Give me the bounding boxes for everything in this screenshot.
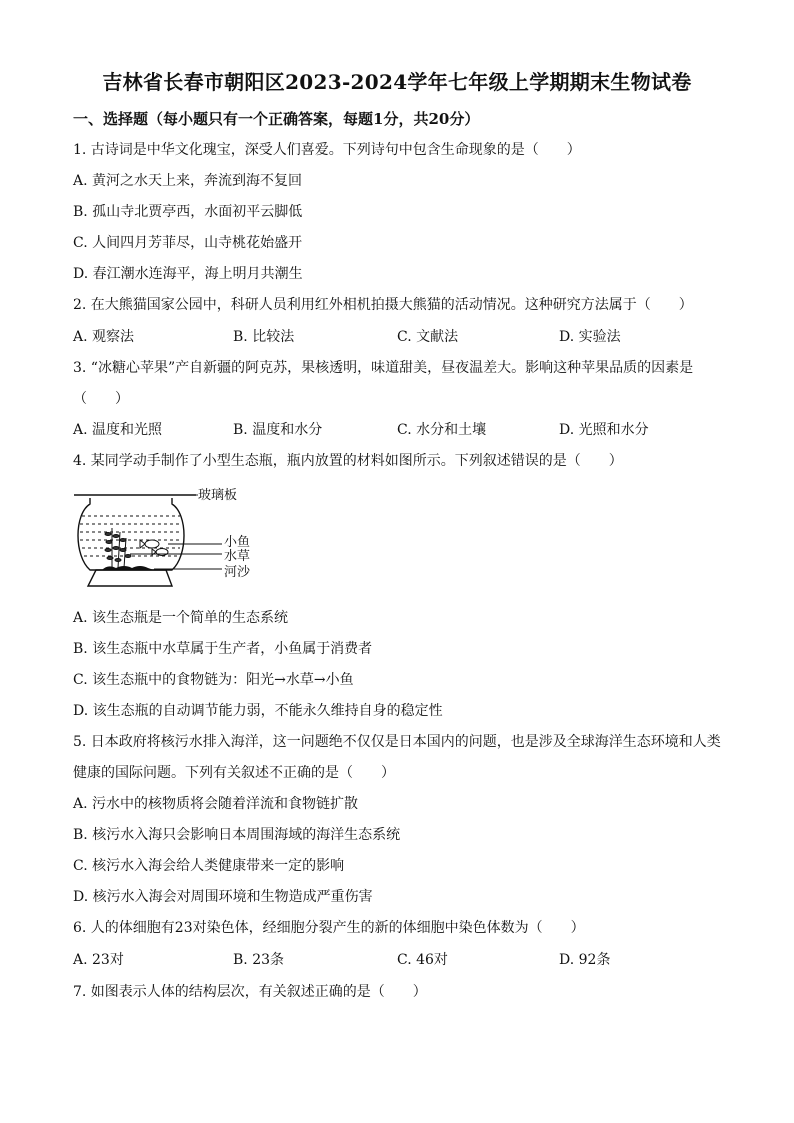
question-5-stem: 5. 日本政府将核污水排入海洋，这一问题绝不仅仅是日本国内的问题，也是涉及全球海洋生态环境和人类 <box>73 734 721 750</box>
question-6-option-a[interactable]: A. 23对 <box>73 952 124 968</box>
question-6-option-b[interactable]: B. 23条 <box>233 952 285 968</box>
question-5-option-a[interactable]: A. 污水中的核物质将会随着洋流和食物链扩散 <box>73 796 359 812</box>
section-heading: 一、选择题（每小题只有一个正确答案，每题1分，共20分） <box>73 110 480 128</box>
question-4-option-c[interactable]: C. 该生态瓶中的食物链为：阳光→水草→小鱼 <box>73 672 354 688</box>
question-3-option-b[interactable]: B. 温度和水分 <box>233 422 323 438</box>
label-glass-plate: 玻璃板 <box>198 488 238 503</box>
question-3-option-d[interactable]: D. 光照和水分 <box>559 422 649 438</box>
bottle-outline <box>78 498 184 570</box>
question-6-option-d[interactable]: D. 92条 <box>559 952 611 968</box>
question-2-option-a[interactable]: A. 观察法 <box>73 329 135 345</box>
label-small-fish: 小鱼 <box>224 535 251 550</box>
question-5-option-d[interactable]: D. 核污水入海会对周围环境和生物造成严重伤害 <box>73 889 373 905</box>
question-3-stem-continued: （ ） <box>73 391 129 407</box>
question-2-option-c[interactable]: C. 文献法 <box>397 329 459 345</box>
question-2-stem: 2. 在大熊猫国家公园中，科研人员利用红外相机拍摄大熊猫的活动情况。这种研究方法属于（ ） <box>73 297 693 313</box>
label-river-sand: 河沙 <box>224 565 251 580</box>
label-water-weed: 水草 <box>224 549 251 564</box>
question-1-option-b[interactable]: B. 孤山寺北贾亭西，水面初平云脚低 <box>73 204 303 220</box>
question-4-option-a[interactable]: A. 该生态瓶是一个简单的生态系统 <box>73 610 289 626</box>
question-3-stem: 3. “冰糖心苹果”产自新疆的阿克苏，果核透明，味道甜美，昼夜温差大。影响这种苹果品质的因素是 <box>73 360 694 376</box>
question-7-stem: 7. 如图表示人体的结构层次，有关叙述正确的是（ ） <box>73 984 427 1000</box>
ecosystem-bottle-diagram <box>68 484 268 594</box>
question-2-option-b[interactable]: B. 比较法 <box>233 329 295 345</box>
question-1-option-a[interactable]: A. 黄河之水天上来，奔流到海不复回 <box>73 173 303 189</box>
page-title: 吉林省长春市朝阳区2023-2024学年七年级上学期期末生物试卷 <box>102 70 692 94</box>
question-1-option-c[interactable]: C. 人间四月芳菲尽，山寺桃花始盛开 <box>73 235 303 251</box>
question-5-stem-continued: 健康的国际问题。下列有关叙述不正确的是（ ） <box>73 765 395 781</box>
question-1-stem: 1. 古诗词是中华文化瑰宝，深受人们喜爱。下列诗句中包含生命现象的是（ ） <box>73 142 581 158</box>
question-6-stem: 6. 人的体细胞有23对染色体，经细胞分裂产生的新的体细胞中染色体数为（ ） <box>73 920 585 936</box>
question-4-option-b[interactable]: B. 该生态瓶中水草属于生产者，小鱼属于消费者 <box>73 641 373 657</box>
question-2-option-d[interactable]: D. 实验法 <box>559 329 621 345</box>
question-6-option-c[interactable]: C. 46对 <box>397 952 448 968</box>
question-5-option-b[interactable]: B. 核污水入海只会影响日本周围海域的海洋生态系统 <box>73 827 401 843</box>
question-3-option-c[interactable]: C. 水分和土壤 <box>397 422 487 438</box>
question-5-option-c[interactable]: C. 核污水入海会给人类健康带来一定的影响 <box>73 858 345 874</box>
bottle-stand <box>88 570 172 586</box>
question-3-option-a[interactable]: A. 温度和光照 <box>73 422 163 438</box>
ecosystem-bottle-figure <box>68 484 268 594</box>
question-1-option-d[interactable]: D. 春江潮水连海平，海上明月共潮生 <box>73 266 303 282</box>
question-4-stem: 4. 某同学动手制作了小型生态瓶，瓶内放置的材料如图所示。下列叙述错误的是（ ） <box>73 453 623 469</box>
question-4-option-d[interactable]: D. 该生态瓶的自动调节能力弱，不能永久维持自身的稳定性 <box>73 703 443 719</box>
